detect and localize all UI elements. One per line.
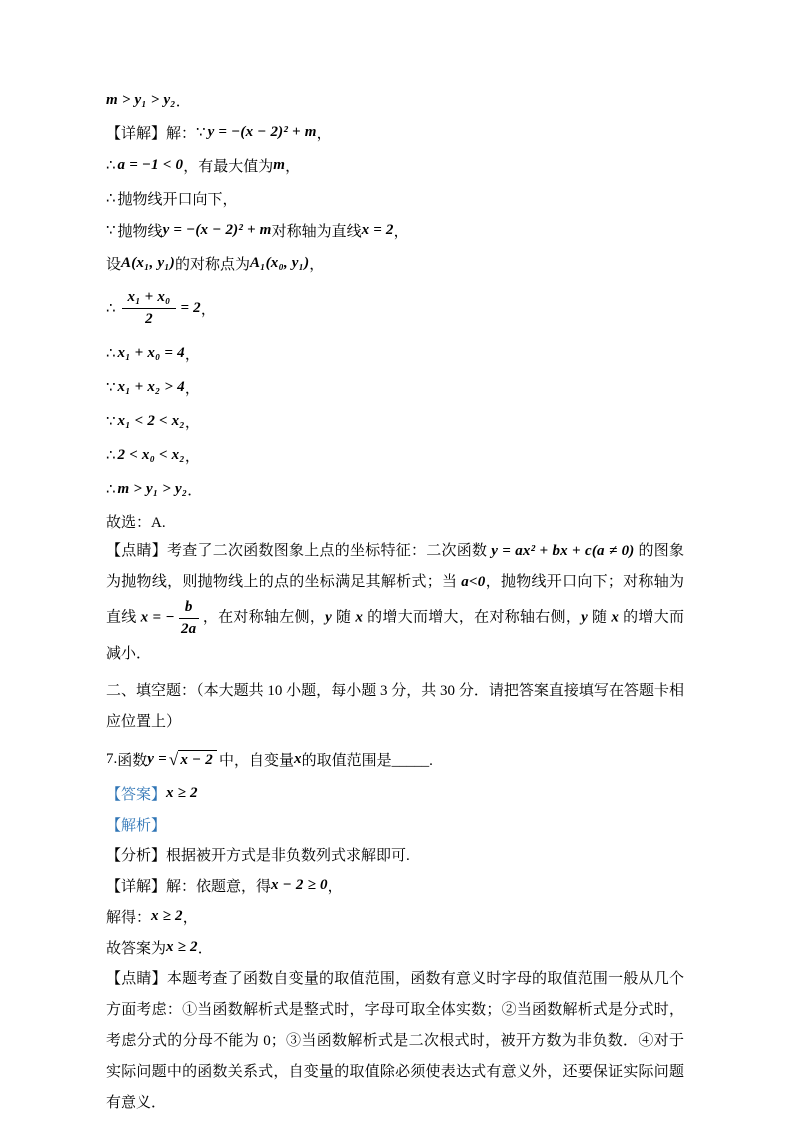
therefore-symbol: ∴ xyxy=(106,189,116,207)
q7-method-label: 【分析】 xyxy=(106,848,167,864)
q6-detail-line xyxy=(106,116,684,148)
q6-summary-text-5: 随 xyxy=(332,609,356,626)
q6-sum-equals-line xyxy=(106,336,684,370)
q6-axis-line xyxy=(106,214,684,246)
q6-opens-down-text: 抛物线开口向下， xyxy=(117,191,238,208)
radicand: x − 2 xyxy=(178,750,217,769)
fraction-denominator: 2 xyxy=(145,310,153,327)
q7-answer-line xyxy=(106,778,684,810)
q6-point-a1: A₁(x₀, y₁) xyxy=(249,254,310,271)
therefore-symbol: ∴ xyxy=(106,299,116,317)
comma: ， xyxy=(200,301,216,318)
comma: ， xyxy=(184,448,200,465)
q7-inequality: x − 2 ≥ 0 xyxy=(271,877,328,893)
q7-analysis-line xyxy=(106,810,684,840)
q7-solve-line xyxy=(106,902,684,932)
q6-sum-equals-math: x₁ + x₀ = 4 xyxy=(117,344,185,361)
q6-a-negative-math: a = −1 < 0 xyxy=(117,156,184,173)
q6-sym-point-text: 的对称点为 xyxy=(174,256,250,273)
radical-sign: √ xyxy=(168,750,179,769)
q6-axis-x2: x = 2 xyxy=(361,221,394,238)
comma: ， xyxy=(184,414,200,431)
q6-max-m: m xyxy=(273,156,286,173)
comma: ， xyxy=(316,125,332,142)
comma: ， xyxy=(327,879,343,895)
q6-x0-range-line xyxy=(106,438,684,472)
because-symbol: ∵ xyxy=(196,123,206,141)
q6-summary-text-6: 的增大而增大，在对称轴右侧， xyxy=(363,609,582,626)
square-root-expression xyxy=(169,750,217,769)
q6-parabola-equation: y = −(x − 2)² + m xyxy=(162,221,272,238)
var-x: x xyxy=(611,609,620,626)
q6-conclusion-line xyxy=(106,84,684,116)
q6-a-negative-line xyxy=(106,148,684,182)
quadratic-general-form: y = ax² + bx + c(a ≠ 0) xyxy=(491,543,635,559)
comma: ， xyxy=(184,346,200,363)
q7-summary-paragraph xyxy=(106,964,684,1119)
q6-choice-text: 故选：A. xyxy=(106,514,166,531)
q7-detail-line xyxy=(106,870,684,902)
q7-summary-text: 本题考查了函数自变量的取值范围，函数有意义时字母的取值范围一般从几个方面考虑：①当函数解析式是整式时，字母可取全体实数；②当函数解析式是分式时，考虑分式的分母不能为 0；③当函数解析式是二次根式时，被开方数为非负数．④对于实际问题中的函数关系式，自变量的取值除必须使表达式有意义外，还要保证实际问题有意义． xyxy=(106,970,684,1111)
q6-sum-greater-line xyxy=(106,370,684,404)
q6-summary-text-7: 随 xyxy=(588,609,612,626)
q7-solve-result: x ≥ 2 xyxy=(151,908,183,924)
q7-solve-text: 解得： xyxy=(106,910,152,926)
q6-max-text: ，有最大值为 xyxy=(183,158,274,175)
q6-detail-solve: 解： xyxy=(166,125,197,142)
axis-formula-prefix: x = − xyxy=(140,609,175,626)
fraction-equals: = 2 xyxy=(180,299,201,316)
comma: ， xyxy=(393,223,409,240)
comma: ， xyxy=(309,256,325,273)
q7-stem-line xyxy=(106,742,684,778)
comma: ， xyxy=(184,380,200,397)
q7-analysis-label: 【解析】 xyxy=(106,818,167,834)
q6-opens-down-line xyxy=(106,182,684,214)
q7-conclusion-text: 故答案为 xyxy=(106,941,167,957)
var-x: x xyxy=(355,609,364,626)
q6-summary-label: 【点睛】 xyxy=(106,543,167,559)
q6-axis-mid: 对称轴为直线 xyxy=(271,223,362,240)
q7-summary-label: 【点睛】 xyxy=(106,970,167,987)
q6-axis-pre: 抛物线 xyxy=(117,223,163,240)
period: ． xyxy=(187,482,203,499)
therefore-symbol: ∴ xyxy=(106,446,116,464)
q6-conclusion-math: m > y₁ > y₂ xyxy=(106,91,176,108)
q7-stem-mid: 中，自变量 xyxy=(218,753,294,769)
q6-midpoint-fraction-line xyxy=(106,280,684,336)
q7-conclusion-result: x ≥ 2 xyxy=(166,939,198,955)
q6-detail-label: 【详解】 xyxy=(106,125,167,142)
q7-method-line xyxy=(106,840,684,870)
q6-parabola-equation: y = −(x − 2)² + m xyxy=(207,123,317,140)
q6-conclusion-period: ． xyxy=(175,93,191,110)
var-y: y xyxy=(325,609,332,626)
q7-stem-post: 的取值范围是_____. xyxy=(301,753,433,769)
q7-method-text: 根据被开方式是非负数列式求解即可. xyxy=(166,848,410,864)
q7-conclusion-line xyxy=(106,932,684,964)
fraction-denominator: 2a xyxy=(180,620,197,637)
q7-answer-value: x ≥ 2 xyxy=(166,785,198,801)
var-x: x xyxy=(293,751,302,767)
midpoint-fraction xyxy=(122,288,177,329)
q6-let-text: 设 xyxy=(106,256,122,273)
q6-symmetric-point-line xyxy=(106,246,684,280)
q6-order-math: x₁ < 2 < x₂ xyxy=(117,412,185,429)
therefore-symbol: ∴ xyxy=(106,156,116,174)
q6-point-a: A(x₁, y₁) xyxy=(121,254,175,271)
because-symbol: ∵ xyxy=(106,221,116,239)
comma: ， xyxy=(285,158,301,175)
q6-summary-text-4: ，在对称轴左侧， xyxy=(202,609,326,626)
q6-x0-range-math: 2 < x₀ < x₂ xyxy=(117,446,185,463)
q6-summary-text-1: 考查了二次函数图象上点的坐标特征：二次函数 xyxy=(167,543,492,559)
q7-sqrt-lhs: y = xyxy=(147,751,167,767)
a-less-than-zero: a<0 xyxy=(461,574,486,590)
because-symbol: ∵ xyxy=(106,378,116,396)
q7-answer-label: 【答案】 xyxy=(106,787,167,803)
therefore-symbol: ∴ xyxy=(106,480,116,498)
var-y: y xyxy=(581,609,588,626)
q7-number: 7. xyxy=(106,751,118,767)
q7-stem-pre: 函数 xyxy=(117,753,148,769)
axis-formula-fraction xyxy=(179,598,199,639)
q6-summary-paragraph xyxy=(106,536,684,670)
section-2-heading-text: 二、填空题：（本大题共 10 小题，每小题 3 分，共 30 分．请把答案直接填写在答题卡相应位置上） xyxy=(106,682,684,730)
because-symbol: ∵ xyxy=(106,412,116,430)
period: ． xyxy=(197,941,213,957)
q6-summary-text-8: 的增大而减小． xyxy=(106,609,684,662)
q6-final-inequality-line xyxy=(106,472,684,506)
therefore-symbol: ∴ xyxy=(106,344,116,362)
q6-choice-line xyxy=(106,506,684,536)
comma: ， xyxy=(182,910,198,926)
document-content xyxy=(106,84,684,1119)
fraction-numerator: b xyxy=(179,598,199,619)
section-2-heading xyxy=(106,676,684,738)
q6-summary-text-2: 的图象为抛物线，则抛物线上的点的坐标满足其解析式；当 xyxy=(106,543,684,590)
q7-detail-text: 解：依题意，得 xyxy=(166,879,272,895)
q6-order-line xyxy=(106,404,684,438)
q6-summary-text-3: ，抛物线开口向下；对称轴为直线 xyxy=(106,574,684,626)
q6-sum-greater-math: x₁ + x₂ > 4 xyxy=(117,378,185,395)
fraction-numerator: x₁ + x₀ xyxy=(122,288,177,309)
q7-detail-label: 【详解】 xyxy=(106,879,167,895)
q6-final-inequality-math: m > y₁ > y₂ xyxy=(117,480,188,497)
